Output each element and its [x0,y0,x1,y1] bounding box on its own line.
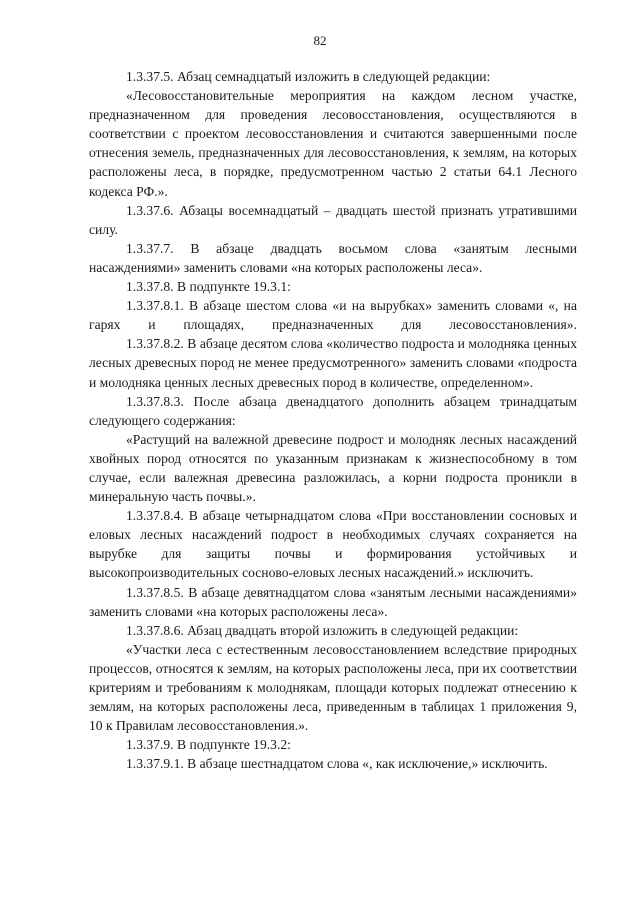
paragraph: 1.3.37.8.5. В абзаце девятнадцатом слова «занятым лесными насаждениями» заменить словами «на которых расположены леса». [89,584,577,619]
paragraph: 1.3.37.7. В абзаце двадцать восьмом слова «занятым лесными насаждениями» заменить словами «на которых расположены леса». [89,240,577,275]
paragraph: 1.3.37.9. В подпункте 19.3.2: [126,737,291,753]
paragraph: «Лесовосстановительные мероприятия на каждом лесном участке, предназначенном для проведения лесовосстановления, осуществляются в соответствии с проектом лесовосстановления и считаются завершенными после отнесения земель, предназначенных для лесовосстановления, к землям, на которых расположены леса, в порядке, предусмотренном частью 2 статьи 64.1 Лесного кодекса РФ.». [89,88,577,199]
document-body [89,67,577,773]
paragraph: 1.3.37.5. Абзац семнадцатый изложить в следующей редакции: [126,69,491,84]
paragraph: 1.3.37.8.2. В абзаце десятом слова «количество подроста и молодняка ценных лесных древесных пород не менее предусмотренного» заменить словами «подроста и молодняка ценных лесных древесных пород в количестве, определенном». [89,336,577,390]
paragraph: «Участки леса с естественным лесовосстановлением вследствие природных процессов, относятся к землям, на которых расположены леса, при их соответствии критериям и требованиям к молоднякам, площади которых подлежат отнесению к землям, на которых расположены леса, приведенным в таблицах 1 приложения 9, 10 к Правилам лесовосстановления.». [89,641,577,734]
paragraph: 1.3.37.6. Абзацы восемнадцатый – двадцать шестой признать утратившими силу. [89,202,577,237]
paragraph: 1.3.37.8. В подпункте 19.3.1: [126,279,291,295]
paragraph: «Растущий на валежной древесине подрост и молодняк лесных насаждений хвойных пород относятся по указанным признакам к жизнеспособному в том случае, если валежная древесина разложилась, а корни подроста проникли в минеральную часть почвы.». [89,431,577,505]
paragraph: 1.3.37.8.1. В абзаце шестом слова «и на вырубках» заменить словами «, на гарях и площадях, предназначенных для лесовосстановления». [89,298,577,333]
paragraph: 1.3.37.8.3. После абзаца двенадцатого дополнить абзацем тринадцатым следующего содержания: [89,393,577,428]
paragraph: 1.3.37.9.1. В абзаце шестнадцатом слова «, как исключение,» исключить. [126,756,548,772]
paragraph: 1.3.37.8.6. Абзац двадцать второй изложить в следующей редакции: [126,622,519,638]
paragraph: 1.3.37.8.4. В абзаце четырнадцатом слова «При восстановлении сосновых и еловых лесных насаждений подрост в необходимых случаях сохраняется на вырубке для защиты почвы и формирования устойчивых и высокопроизводительных сосново-еловых лесных насаждений.» исключить. [89,508,577,581]
page-number: 82 [313,33,327,48]
